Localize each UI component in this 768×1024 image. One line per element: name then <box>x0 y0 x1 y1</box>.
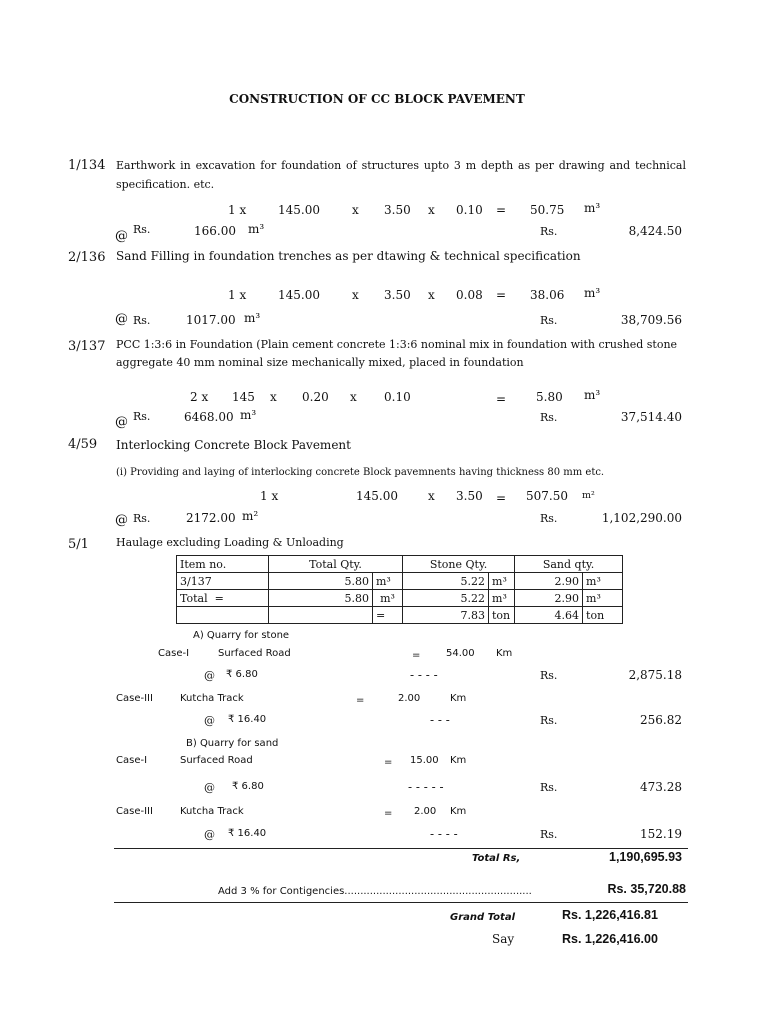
quantity-value: 50.75 <box>530 203 565 217</box>
column-header: Sand qty. <box>515 556 623 573</box>
item-description: Earthwork in excavation for foundation of structures upto 3 m depth as per drawing and technical specification. etc. <box>116 159 686 191</box>
item-code: 4/59 <box>68 437 98 452</box>
total-label: Total Rs, <box>472 853 521 864</box>
quantity-value: 38.06 <box>530 288 565 302</box>
item-code: 1/134 <box>68 158 106 173</box>
table-row: 3/137 5.80 m³ 5.22 m³ 2.90 m³ <box>177 573 623 590</box>
rate-value: 166.00 <box>194 224 236 238</box>
contingency-value: Rs. 35,720.88 <box>607 882 686 896</box>
column-header: Item no. <box>177 556 269 573</box>
amount-value: 38,709.56 <box>620 313 682 327</box>
grand-total-value: Rs. 1,226,416.81 <box>562 908 658 922</box>
rate-value: 1017.00 <box>186 313 236 327</box>
column-header: Total Qty. <box>269 556 403 573</box>
amount-value: 8,424.50 <box>628 224 682 238</box>
table-row: = 7.83 ton 4.64 ton <box>177 607 623 624</box>
quantity-value: 507.50 <box>526 489 568 503</box>
amount-value: 2,875.18 <box>628 668 682 682</box>
amount-value: 256.82 <box>640 713 682 727</box>
item-description: PCC 1:3:6 in Foundation (Plain cement concrete 1:3:6 nominal mix in foundation with crushed stone aggregate 40 mm nominal size mechanically mixed, placed in foundation <box>116 338 678 369</box>
divider <box>114 902 688 903</box>
say-value: Rs. 1,226,416.00 <box>562 932 658 946</box>
grand-total-label: Grand Total <box>450 912 516 923</box>
rate-value: 2172.00 <box>186 511 236 525</box>
table-header-row <box>177 556 623 573</box>
item-description: Sand Filling in foundation trenches as per dtawing & technical specification <box>116 249 581 263</box>
amount-value: 473.28 <box>640 780 682 794</box>
say-label: Say <box>492 932 515 946</box>
item-code: 3/137 <box>68 339 106 354</box>
item-subdescription: (i) Providing and laying of interlocking concrete Block pavemnents having thickness 80 mm etc. <box>116 467 605 478</box>
amount-value: 37,514.40 <box>620 410 682 424</box>
total-value: 1,190,695.93 <box>609 850 682 864</box>
item-description: Interlocking Concrete Block Pavement <box>116 438 351 452</box>
table-row: Total = 5.80 m³ 5.22 m³ 2.90 m³ <box>177 590 623 607</box>
amount-value: 152.19 <box>640 827 682 841</box>
document-title: CONSTRUCTION OF CC BLOCK PAVEMENT <box>229 92 525 106</box>
quarry-stone-heading: A) Quarry for stone <box>193 630 290 641</box>
divider <box>114 848 688 849</box>
item-description: Haulage excluding Loading & Unloading <box>116 536 344 549</box>
rate-value: 6468.00 <box>184 410 234 424</box>
haulage-table <box>176 555 623 624</box>
item-code: 5/1 <box>68 537 89 552</box>
item-code: 2/136 <box>68 250 106 265</box>
column-header: Stone Qty. <box>403 556 515 573</box>
quantity-value: 5.80 <box>536 390 563 404</box>
contingency-label: Add 3 % for Contigencies........................................................... <box>218 886 532 897</box>
amount-value: 1,102,290.00 <box>601 511 682 525</box>
quarry-sand-heading: B) Quarry for sand <box>186 738 279 749</box>
